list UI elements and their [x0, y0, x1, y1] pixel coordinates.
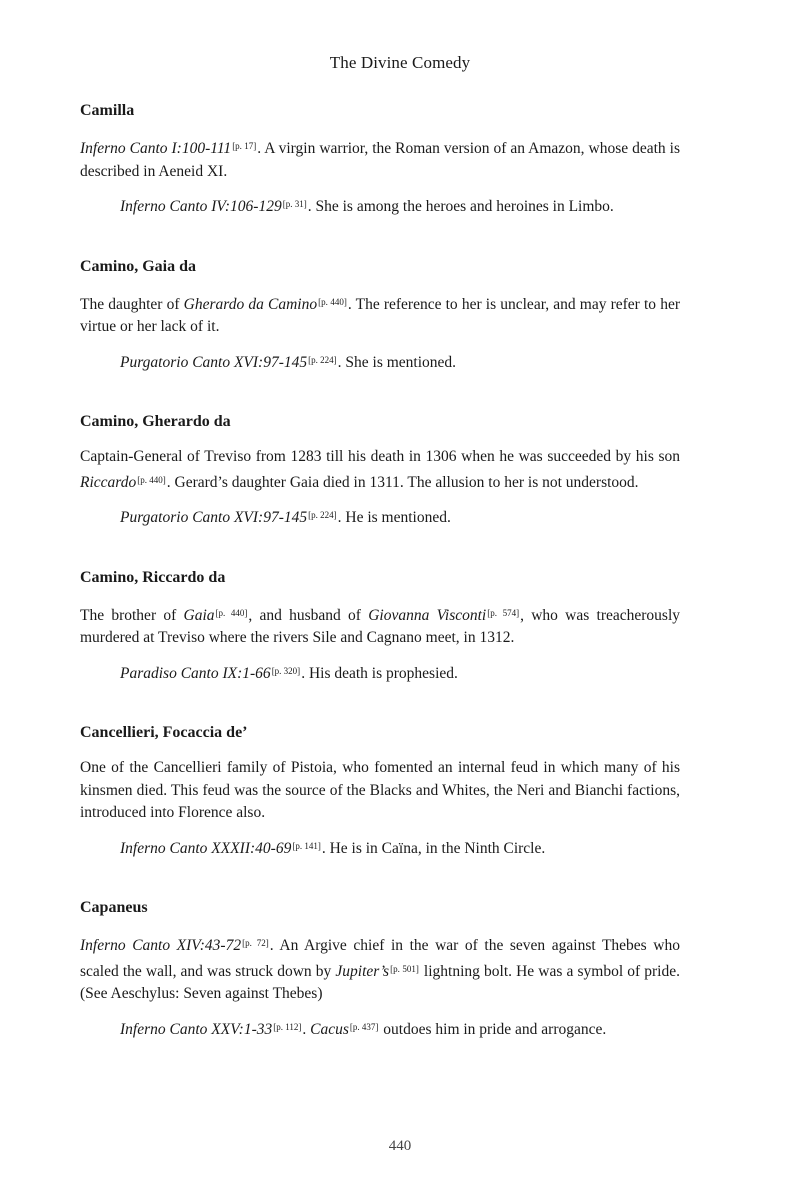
canto-citation: Cacus [310, 1020, 349, 1038]
entry-title: Camino, Riccardo da [80, 568, 226, 586]
text-segment: . An Argive chief in the war of the seven against Thebes who scaled the wall, and was struck down by [80, 937, 680, 980]
text-segment: The brother of [80, 606, 184, 624]
entry-description [80, 135, 680, 183]
entry-description [80, 757, 680, 825]
canto-citation: Jupiter’s [335, 962, 390, 980]
page-reference: [p. 72] [242, 938, 269, 948]
canto-reference [120, 660, 680, 686]
page-reference: [p. 501] [390, 963, 419, 974]
canto-citation: Purgatorio Canto XVI:97-145 [120, 509, 308, 526]
entry-title: Camilla [80, 102, 135, 119]
text-segment: . [302, 1020, 311, 1038]
text-segment: , who was treacherously murdered at Treviso where the rivers Sile and Cagnano meet, in 1312. [80, 606, 681, 646]
page-reference: [p. 17] [232, 141, 257, 151]
entry-description [80, 602, 680, 650]
entry-title: Camino, Gaia da [80, 257, 197, 275]
page-reference: [p. 440] [137, 474, 166, 485]
text-segment: . She is among the heroes and heroines in Limbo. [307, 198, 614, 215]
text-segment: . He is in Caïna, in the Ninth Circle. [321, 839, 546, 857]
canto-citation: Purgatorio Canto XVI:97-145 [120, 353, 308, 371]
entry-description [80, 932, 680, 1006]
canto-reference [120, 835, 680, 861]
text-segment: Captain-General of Treviso from 1283 till his death in 1306 when he was succeeded by his son [80, 448, 680, 465]
canto-citation: Gherardo da Camino [183, 295, 318, 313]
entry-title: Capaneus [80, 899, 148, 916]
entry-description [80, 291, 680, 339]
glossary-entry [80, 100, 680, 219]
page-number: 440 [388, 1138, 412, 1154]
canto-reference [120, 1016, 680, 1042]
text-segment: . A virgin warrior, the Roman version of an Amazon, whose death is described in Aeneid XI. [80, 140, 680, 180]
page-reference: [p. 31] [282, 199, 307, 209]
canto-citation: Giovanna Visconti [368, 606, 487, 624]
page-reference: [p. 574] [487, 607, 520, 618]
canto-citation: Inferno Canto XXXII:40-69 [120, 839, 292, 857]
text-segment: , and husband of [248, 606, 369, 624]
entry-description [80, 446, 680, 494]
canto-reference [120, 349, 680, 375]
text-segment: . Gerard’s daughter Gaia died in 1311. The allusion to her is not understood. [166, 473, 639, 491]
glossary-entry [80, 897, 680, 1041]
glossary-entry [80, 256, 680, 375]
entry-title: Camino, Gherardo da [80, 413, 231, 430]
canto-citation: Paradiso Canto IX:1-66 [120, 664, 271, 682]
text-segment: . His death is prophesied. [301, 664, 458, 682]
canto-citation: Gaia [183, 606, 215, 624]
page-header: The Divine Comedy [329, 53, 471, 72]
page-reference: [p. 437] [349, 1021, 379, 1032]
glossary-entry [80, 411, 680, 530]
text-segment: lightning bolt. He was a symbol of pride. (See Aeschylus: Seven against Thebes) [80, 962, 680, 1002]
text-segment: One of the Cancellieri family of Pistoia, who fomented an internal feud in which many of his kinsmen died. This feud was the source of the Blacks and Whites, the Neri and Bianchi factions, introduced into Florence also. [80, 759, 680, 821]
text-segment: . She is mentioned. [337, 353, 457, 371]
glossary-entry [80, 722, 680, 860]
text-segment: outdoes him in pride and arrogance. [379, 1020, 607, 1038]
page-reference: [p. 320] [271, 665, 301, 676]
text-segment: The daughter of [80, 295, 184, 313]
canto-reference [120, 193, 680, 219]
text-segment: . He is mentioned. [337, 509, 451, 526]
canto-citation: Inferno Canto I:100-111 [80, 140, 232, 157]
canto-citation: Inferno Canto IV:106-129 [120, 198, 282, 215]
canto-citation: Inferno Canto XXV:1-33 [120, 1020, 273, 1038]
page-reference: [p. 440] [318, 296, 347, 307]
page-reference: [p. 440] [215, 607, 248, 618]
canto-citation: Inferno Canto XIV:43-72 [80, 937, 242, 954]
entry-title: Cancellieri, Focaccia de’ [80, 724, 248, 741]
page-reference: [p. 112] [273, 1021, 302, 1032]
glossary-content [80, 100, 680, 1078]
page-reference: [p. 224] [308, 510, 337, 520]
glossary-entry [80, 567, 680, 686]
canto-reference [120, 504, 680, 530]
canto-citation: Riccardo [80, 473, 137, 491]
text-segment: . The reference to her is unclear, and may refer to her virtue or her lack of it. [80, 295, 680, 335]
page-reference: [p. 224] [308, 354, 337, 365]
page-reference: [p. 141] [292, 840, 321, 851]
